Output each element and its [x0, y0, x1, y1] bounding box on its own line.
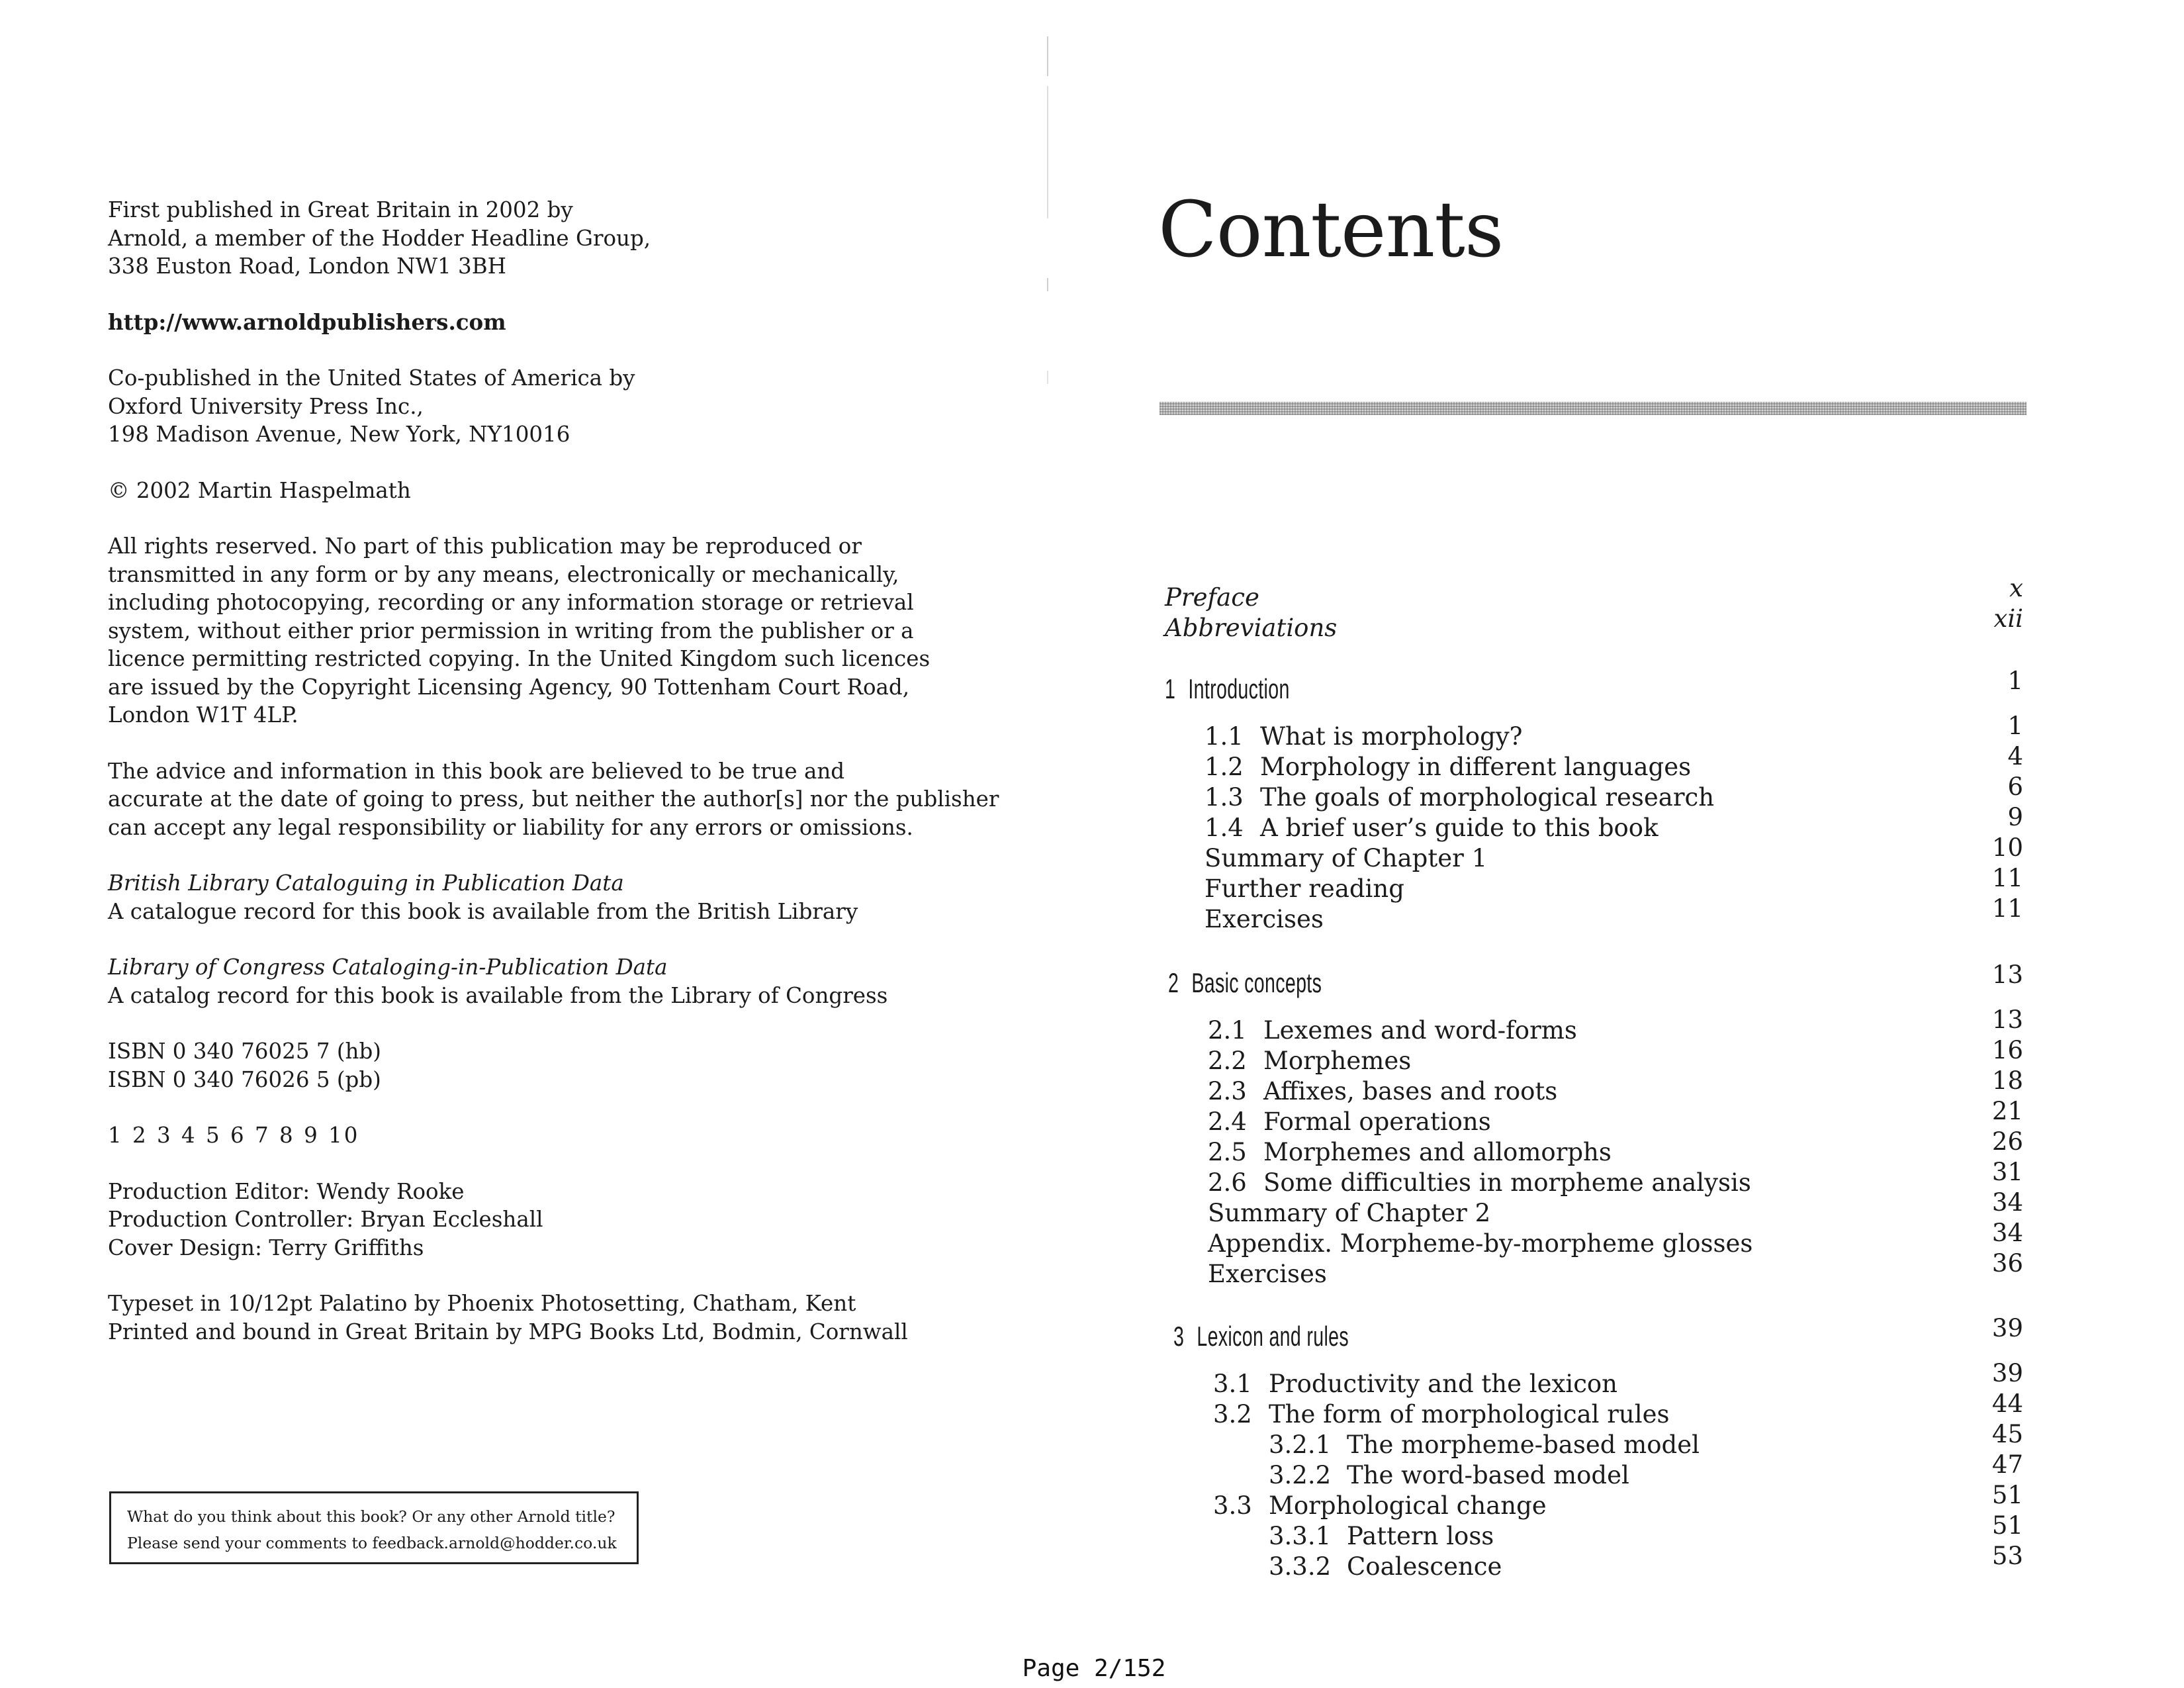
toc-page-number: 1	[2007, 712, 2023, 740]
toc-page-number: 34	[1991, 1188, 2023, 1217]
copyright-notice: © 2002 Martin Haspelmath	[108, 477, 411, 503]
toc-page-number: 9	[2007, 803, 2023, 831]
subsection-title: Pattern loss	[1347, 1522, 1494, 1550]
toc-entry[interactable]	[1205, 752, 1691, 782]
toc-page-number: 11	[1991, 864, 2023, 892]
disclaimer-line: The advice and information in this book are believed to be true and	[108, 758, 845, 784]
publisher-url: http://www.arnoldpublishers.com	[108, 308, 506, 335]
section-title: A brief user’s guide to this book	[1260, 814, 1659, 842]
toc-page-number: 39	[1991, 1314, 2023, 1342]
section-number: 1.2	[1205, 753, 1244, 781]
section-title: Lexemes and word-forms	[1263, 1016, 1577, 1045]
chapter-number: 3	[1173, 1321, 1185, 1352]
section-number: 3.3	[1213, 1491, 1252, 1520]
feedback-question: What do you think about this book? Or any other Arnold title?	[127, 1507, 615, 1526]
toc-page-number: 26	[1991, 1127, 2023, 1156]
section-number: 2.3	[1208, 1077, 1247, 1105]
disclaimer-line: accurate at the date of going to press, but neither the author[s] nor the publisher	[108, 786, 999, 812]
toc-page-number: 34	[1991, 1219, 2023, 1247]
toc-chapter-3[interactable]	[1173, 1321, 1349, 1352]
isbn-block	[108, 1037, 1008, 1094]
toc-entry-exercises[interactable]: Exercises	[1205, 905, 1324, 933]
toc-entry[interactable]	[1208, 1046, 1411, 1076]
rights-line: All rights reserved. No part of this publication may be reproduced or	[108, 534, 862, 559]
toc-page-number: 39	[1991, 1359, 2023, 1387]
section-title: The form of morphological rules	[1269, 1400, 1670, 1429]
section-number: 2.4	[1208, 1107, 1247, 1136]
section-title: The goals of morphological research	[1260, 783, 1715, 812]
production-credits	[108, 1178, 1008, 1262]
toc-page-number: 13	[1991, 961, 2023, 989]
disclaimer	[108, 757, 1008, 842]
copublisher-line: 198 Madison Avenue, New York, NY10016	[108, 422, 570, 447]
feedback-box	[109, 1491, 639, 1564]
subsection-title: The morpheme-based model	[1347, 1430, 1700, 1459]
toc-chapter-1[interactable]	[1165, 674, 1290, 704]
section-number: 1.1	[1205, 722, 1244, 751]
library-of-congress-cataloging	[108, 953, 1008, 1009]
toc-entry-summary[interactable]: Summary of Chapter 2	[1208, 1199, 1491, 1227]
toc-page-number: 47	[1991, 1450, 2023, 1479]
right-page-contents	[1046, 0, 2184, 1688]
subsection-number: 3.2.2	[1269, 1461, 1332, 1489]
publisher-info	[108, 196, 1008, 281]
toc-page-number: xii	[1993, 604, 2023, 633]
publisher-line: 338 Euston Road, London NW1 3BH	[108, 254, 506, 279]
section-title: Productivity and the lexicon	[1269, 1370, 1618, 1398]
disclaimer-line: can accept any legal responsibility or liability for any errors or omissions.	[108, 814, 913, 840]
toc-page-number: 51	[1991, 1481, 2023, 1509]
section-title: Morphemes	[1263, 1047, 1412, 1075]
toc-entry[interactable]	[1213, 1399, 1669, 1430]
toc-page-number: 4	[2007, 742, 2023, 771]
toc-entry[interactable]	[1205, 813, 1659, 843]
section-title: Morphological change	[1269, 1491, 1547, 1520]
section-title: Formal operations	[1263, 1107, 1491, 1136]
copublisher-line: Co-published in the United States of America by	[108, 365, 635, 391]
section-number: 1.3	[1205, 783, 1244, 812]
toc-page-number: 18	[1991, 1066, 2023, 1095]
subsection-number: 3.2.1	[1269, 1430, 1332, 1459]
toc-entry[interactable]	[1208, 1137, 1612, 1168]
toc-page-number: 16	[1991, 1036, 2023, 1064]
toc-entry-exercises[interactable]: Exercises	[1208, 1260, 1327, 1288]
rights-line: are issued by the Copyright Licensing Agency, 90 Tottenham Court Road,	[108, 674, 910, 700]
loc-text: A catalog record for this book is available from the Library of Congress	[108, 982, 888, 1008]
toc-entry[interactable]	[1205, 782, 1714, 813]
subsection-number: 3.3.2	[1269, 1552, 1332, 1581]
section-number: 1.4	[1205, 814, 1244, 842]
loc-heading: Library of Congress Cataloging-in-Publication Data	[108, 955, 668, 980]
toc-page-number: 31	[1991, 1158, 2023, 1186]
section-number: 3.2	[1213, 1400, 1252, 1429]
left-page-copyright	[0, 0, 1046, 1688]
bl-heading: British Library Cataloguing in Publication Data	[108, 870, 624, 896]
page-indicator: Page 2/152	[1022, 1655, 1166, 1682]
chapter-title: Lexicon and rules	[1197, 1321, 1349, 1352]
section-title: What is morphology?	[1260, 722, 1523, 751]
isbn-hardback: ISBN 0 340 76025 7 (hb)	[108, 1039, 381, 1064]
subsection-title: The word-based model	[1347, 1461, 1629, 1489]
toc-entry-further-reading[interactable]: Further reading	[1205, 874, 1404, 903]
section-title: Morphemes and allomorphs	[1263, 1138, 1612, 1166]
chapter-number: 1	[1165, 673, 1176, 704]
toc-subentry[interactable]	[1269, 1430, 1700, 1460]
toc-chapter-2[interactable]	[1168, 968, 1322, 998]
section-number: 2.2	[1208, 1047, 1247, 1075]
section-number: 3.1	[1213, 1370, 1252, 1398]
section-number: 2.5	[1208, 1138, 1247, 1166]
contents-title: Contents	[1158, 185, 1504, 275]
section-title: Affixes, bases and roots	[1263, 1077, 1558, 1105]
rights-line: including photocopying, recording or any information storage or retrieval	[108, 590, 914, 615]
publisher-line: First published in Great Britain in 2002 by	[108, 197, 573, 222]
printer-key-line: 1 2 3 4 5 6 7 8 9 10	[108, 1123, 360, 1148]
imprint-block	[108, 196, 1008, 1374]
typeset-line: Printed and bound in Great Britain by MPG Books Ltd, Bodmin, Cornwall	[108, 1319, 908, 1344]
british-library-cataloguing	[108, 869, 1008, 925]
toc-entry[interactable]	[1213, 1369, 1617, 1399]
toc-entry[interactable]	[1208, 1168, 1751, 1198]
table-of-contents	[1046, 0, 2184, 1688]
toc-entry[interactable]	[1208, 1107, 1491, 1137]
rights-line: transmitted in any form or by any means, electronically or mechanically,	[108, 561, 899, 587]
publisher-line: Arnold, a member of the Hodder Headline Group,	[108, 225, 651, 251]
toc-entry-summary[interactable]: Summary of Chapter 1	[1205, 844, 1488, 872]
toc-entry[interactable]	[1208, 1076, 1557, 1107]
typesetting-info	[108, 1289, 1008, 1346]
chapter-number: 2	[1168, 967, 1179, 998]
toc-page-number: 21	[1991, 1097, 2023, 1125]
toc-page-number: 6	[2007, 773, 2023, 801]
toc-page-number: x	[2009, 574, 2023, 602]
subsection-number: 3.3.1	[1269, 1522, 1332, 1550]
toc-subentry[interactable]	[1269, 1460, 1629, 1491]
toc-subentry[interactable]	[1269, 1552, 1502, 1582]
subsection-title: Coalescence	[1347, 1552, 1502, 1581]
chapter-title: Basic concepts	[1191, 967, 1322, 998]
toc-page-number: 51	[1991, 1511, 2023, 1540]
toc-entry[interactable]	[1208, 1015, 1577, 1046]
copublisher-info	[108, 364, 1008, 449]
rights-statement	[108, 532, 1008, 729]
section-number: 2.6	[1208, 1168, 1247, 1197]
rights-line: London W1T 4LP.	[108, 702, 298, 727]
section-number: 2.1	[1208, 1016, 1247, 1045]
chapter-title: Introduction	[1188, 673, 1290, 704]
rights-line: licence permitting restricted copying. In the United Kingdom such licences	[108, 646, 931, 671]
feedback-email: Please send your comments to feedback.arnold@hodder.co.uk	[127, 1534, 617, 1552]
toc-page-number: 11	[1991, 894, 2023, 923]
toc-page-number: 45	[1991, 1420, 2023, 1448]
isbn-paperback: ISBN 0 340 76026 5 (pb)	[108, 1066, 381, 1092]
toc-entry-appendix[interactable]: Appendix. Morpheme-by-morpheme glosses	[1208, 1229, 1753, 1258]
section-title: Some difficulties in morpheme analysis	[1263, 1168, 1751, 1197]
section-title: Morphology in different languages	[1260, 753, 1692, 781]
toc-entry[interactable]	[1205, 722, 1523, 752]
toc-page-number: 13	[1991, 1006, 2023, 1034]
toc-front-abbreviations[interactable]: Abbreviations	[1165, 614, 1338, 642]
toc-page-number: 10	[1991, 833, 2023, 862]
toc-page-number: 44	[1991, 1389, 2023, 1418]
rights-line: system, without either prior permission in writing from the publisher or a	[108, 618, 914, 643]
typeset-line: Typeset in 10/12pt Palatino by Phoenix Photosetting, Chatham, Kent	[108, 1291, 856, 1316]
bl-text: A catalogue record for this book is available from the British Library	[108, 898, 858, 924]
toc-page-number: 1	[2007, 667, 2023, 695]
production-line: Production Editor: Wendy Rooke	[108, 1178, 465, 1204]
copublisher-line: Oxford University Press Inc.,	[108, 393, 424, 419]
toc-entry[interactable]	[1213, 1491, 1547, 1521]
toc-front-preface[interactable]: Preface	[1165, 583, 1259, 612]
toc-page-number: 53	[1991, 1542, 2023, 1570]
production-line: Production Controller: Bryan Eccleshall	[108, 1207, 543, 1232]
toc-page-number: 36	[1991, 1249, 2023, 1278]
toc-subentry[interactable]	[1269, 1521, 1494, 1552]
production-line: Cover Design: Terry Griffiths	[108, 1235, 424, 1260]
